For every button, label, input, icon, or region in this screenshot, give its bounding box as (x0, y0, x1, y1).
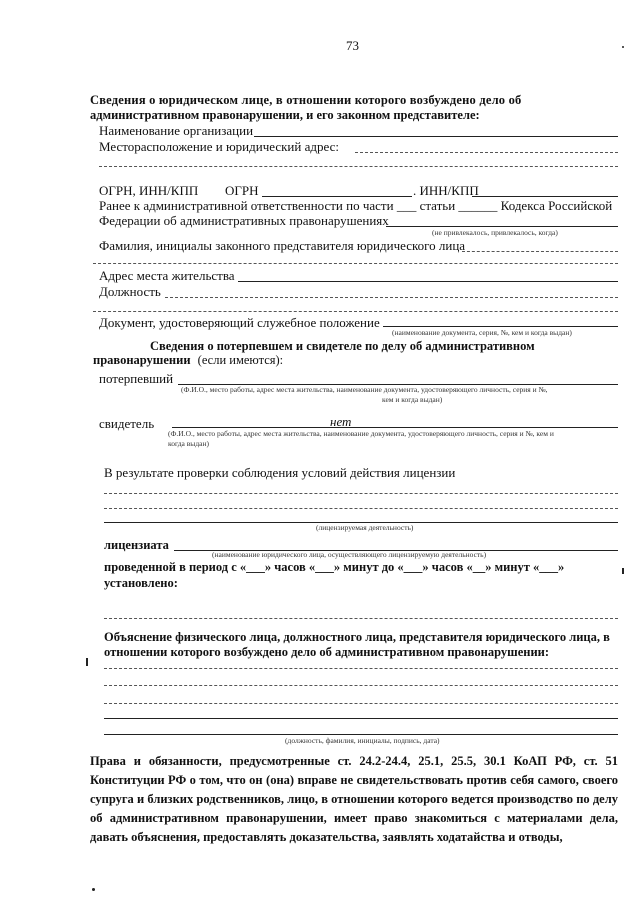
signature-note: (должность, фамилия, инициалы, подпись, дата) (285, 736, 440, 745)
residence-label: Адрес места жительства (99, 268, 235, 283)
explanation-line-1 (104, 668, 618, 669)
document-note: (наименование документа, серия, №, кем и когда выдан) (392, 328, 572, 337)
victim-section-title-bold: правонарушении (93, 353, 191, 367)
period-text: проведенной в период с «___» часов «___» минут до «___» часов «__» минут «___» (104, 560, 565, 574)
inn-kpp-line (472, 196, 618, 197)
license-result-text: В результате проверки соблюдения условий действия лицензии (104, 465, 456, 480)
witness-value: нет (330, 414, 352, 429)
org-name-line (254, 136, 618, 137)
address-line-2 (99, 166, 618, 167)
explanation-line-4 (104, 718, 618, 719)
license-line-1 (104, 493, 618, 494)
position-label: Должность (99, 284, 161, 299)
rep-name-line-2 (93, 263, 618, 264)
document-label: Документ, удостоверяющий служебное положение (99, 315, 380, 330)
address-line (355, 152, 618, 153)
margin-mark (86, 658, 88, 666)
org-section-title-2: административном правонарушении, и его законном представителе: (90, 108, 480, 122)
witness-line (172, 427, 618, 428)
licensee-note: (наименование юридического лица, осуществляющего лицензируемую деятельность) (212, 550, 487, 559)
victim-section-title-2 (93, 353, 283, 368)
page-number: 73 (346, 38, 359, 53)
signature-line (104, 734, 618, 735)
victim-section-title: Сведения о потерпевшем и свидетеле по делу об административном (150, 339, 535, 353)
witness-note: (Ф.И.О., место работы, адрес места жительства, наименование документа, удостоверяющего личность, серия и №, кем и (168, 429, 554, 438)
document-line (383, 326, 618, 327)
victim-label: потерпевший (99, 371, 174, 386)
prev-liability-text: Ранее к административной ответственности по части ___ статьи ______ Кодекса Российской (99, 198, 613, 213)
activity-note: (лицензируемая деятельность) (316, 523, 414, 532)
scan-mark (622, 46, 624, 48)
position-line-2 (93, 311, 618, 312)
witness-label: свидетель (99, 416, 155, 431)
explanation-line-2 (104, 685, 618, 686)
victim-section-title-rest: (если имеются): (197, 353, 284, 367)
victim-note: (Ф.И.О., место работы, адрес места жительства, наименование документа, удостоверяющего личность, серия и №, (181, 385, 548, 394)
period-edge-mark (622, 568, 624, 574)
witness-note-2: когда выдан) (168, 439, 209, 448)
established-line (104, 618, 618, 619)
inn-kpp-label: . ИНН/КПП (413, 183, 479, 198)
rep-name-label: Фамилия, инициалы законного представителя юридического лица (99, 238, 466, 253)
org-section-title: Сведения о юридическом лице, в отношении которого возбуждено дело об (90, 93, 522, 107)
explanation-line-3 (104, 703, 618, 704)
victim-note-2: кем и когда выдан) (382, 395, 443, 404)
org-name-label: Наименование организации (99, 123, 254, 138)
license-line-2 (104, 508, 618, 509)
scan-mark-bottom (92, 888, 95, 891)
federation-text: Федерации об административных правонарушениях (99, 213, 389, 228)
explanation-title-2: отношении которого возбуждено дело об административном правонарушении: (104, 645, 550, 659)
established-label: установлено: (104, 576, 178, 590)
federation-note: (не привлекалось, привлекалось, когда) (432, 228, 558, 237)
position-line (165, 297, 618, 298)
address-label: Месторасположение и юридический адрес: (99, 139, 339, 154)
rights-paragraph: Права и обязанности, предусмотренные ст. 24.2-24.4, 25.1, 25.5, 30.1 КоАП РФ, ст. 51 Конституции РФ о том, что он (она) вправе не свидетельствовать против себя самого, своего супруга и близких родственников, лицо, в отношении которого ведется производство по делу об административном правонарушении, имеет право знакомиться с материалами дела, давать объяснения, предоставлять доказательства, заявлять ходатайства и отводы, (90, 754, 618, 844)
ogrn-inn-label: ОГРН, ИНН/КПП (99, 183, 199, 198)
rep-name-line (462, 251, 618, 252)
explanation-title: Объяснение физического лица, должностного лица, представителя юридического лица, в (104, 630, 610, 644)
ogrn-line (262, 196, 412, 197)
federation-line (386, 226, 618, 227)
ogrn-label: ОГРН (225, 183, 259, 198)
licensee-label: лицензиата (104, 538, 169, 552)
residence-line (238, 281, 618, 282)
